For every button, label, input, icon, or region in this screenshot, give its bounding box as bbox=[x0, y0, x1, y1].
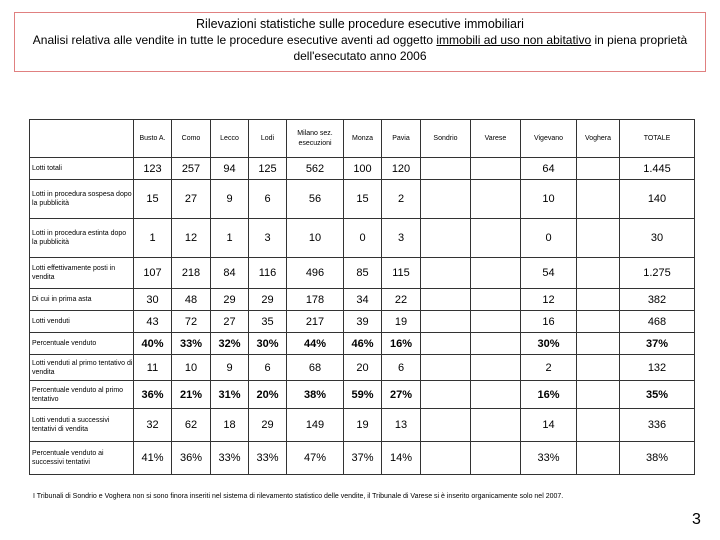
table-cell: 62 bbox=[172, 409, 211, 442]
table-cell: 33% bbox=[211, 442, 249, 475]
column-header: Monza bbox=[344, 120, 382, 158]
table-cell: 15 bbox=[134, 180, 172, 219]
table-cell: 44% bbox=[287, 333, 344, 355]
subtitle-text: Analisi relativa alle vendite in tutte le procedure esecutive aventi ad oggetto bbox=[32, 33, 437, 47]
table-cell: 27 bbox=[211, 311, 249, 333]
table-cell: 20% bbox=[249, 381, 287, 409]
table-cell: 115 bbox=[382, 258, 421, 289]
table-row bbox=[30, 355, 695, 381]
table-cell: 32% bbox=[211, 333, 249, 355]
table-cell bbox=[577, 333, 620, 355]
table-cell: 48 bbox=[172, 289, 211, 311]
table-cell: 16% bbox=[382, 333, 421, 355]
table-row bbox=[30, 180, 695, 219]
table-cell bbox=[577, 381, 620, 409]
table-cell bbox=[471, 311, 521, 333]
table-cell: 2 bbox=[382, 180, 421, 219]
table-cell bbox=[421, 333, 471, 355]
page-subtitle bbox=[15, 32, 705, 48]
table-cell bbox=[471, 180, 521, 219]
table-cell: 94 bbox=[211, 158, 249, 180]
table-cell: 20 bbox=[344, 355, 382, 381]
table-cell bbox=[471, 442, 521, 475]
table-cell bbox=[421, 381, 471, 409]
table-cell: 43 bbox=[134, 311, 172, 333]
table-cell: 16 bbox=[521, 311, 577, 333]
table-cell bbox=[577, 409, 620, 442]
table-cell: 21% bbox=[172, 381, 211, 409]
row-label: Percentuale venduto ai successivi tentativi bbox=[30, 442, 134, 475]
table-cell: 0 bbox=[521, 219, 577, 258]
table-cell: 123 bbox=[134, 158, 172, 180]
table-cell bbox=[421, 258, 471, 289]
row-label: Percentuale venduto al primo tentativo bbox=[30, 381, 134, 409]
table-cell: 29 bbox=[211, 289, 249, 311]
table-cell bbox=[471, 333, 521, 355]
table-cell bbox=[577, 219, 620, 258]
table-cell: 12 bbox=[172, 219, 211, 258]
page-number: 3 bbox=[692, 511, 701, 528]
table-cell bbox=[471, 289, 521, 311]
table-cell: 496 bbox=[287, 258, 344, 289]
table-cell: 85 bbox=[344, 258, 382, 289]
table-cell: 46% bbox=[344, 333, 382, 355]
column-header: Como bbox=[172, 120, 211, 158]
table-cell: 33% bbox=[172, 333, 211, 355]
table-cell: 32 bbox=[134, 409, 172, 442]
table-row bbox=[30, 219, 695, 258]
table-cell: 41% bbox=[134, 442, 172, 475]
table-cell: 562 bbox=[287, 158, 344, 180]
table-cell: 100 bbox=[344, 158, 382, 180]
column-header: Busto A. bbox=[134, 120, 172, 158]
table-cell: 35 bbox=[249, 311, 287, 333]
table-cell bbox=[471, 355, 521, 381]
table-cell bbox=[577, 311, 620, 333]
table-cell: 34 bbox=[344, 289, 382, 311]
table-cell: 33% bbox=[249, 442, 287, 475]
row-label: Lotti venduti bbox=[30, 311, 134, 333]
table-cell: 1.275 bbox=[620, 258, 695, 289]
table-cell: 120 bbox=[382, 158, 421, 180]
table-cell: 140 bbox=[620, 180, 695, 219]
subtitle-underlined: immobili ad uso non abitativo bbox=[436, 33, 592, 47]
row-label: Percentuale venduto bbox=[30, 333, 134, 355]
table-cell: 18 bbox=[211, 409, 249, 442]
table-cell: 149 bbox=[287, 409, 344, 442]
table-cell: 382 bbox=[620, 289, 695, 311]
table-cell: 336 bbox=[620, 409, 695, 442]
table-row bbox=[30, 333, 695, 355]
table-row bbox=[30, 289, 695, 311]
footnote: I Tribunali di Sondrio e Voghera non si sono finora inseriti nel sistema di rilevamento statistico delle vendite, il Tribunale di Varese si è inserito organicamente solo nel 2007. bbox=[33, 493, 564, 500]
table-row bbox=[30, 311, 695, 333]
row-label: Lotti venduti al primo tentativo di vendita bbox=[30, 355, 134, 381]
row-label: Lotti effettivamente posti in vendita bbox=[30, 258, 134, 289]
table-cell bbox=[577, 289, 620, 311]
table-cell: 29 bbox=[249, 409, 287, 442]
table-cell: 6 bbox=[382, 355, 421, 381]
table-cell: 33% bbox=[521, 442, 577, 475]
table-cell bbox=[421, 355, 471, 381]
table-cell: 37% bbox=[344, 442, 382, 475]
column-header: Lecco bbox=[211, 120, 249, 158]
table-cell bbox=[421, 289, 471, 311]
table-cell bbox=[421, 180, 471, 219]
table-cell: 36% bbox=[172, 442, 211, 475]
table-cell: 16% bbox=[521, 381, 577, 409]
table-cell bbox=[471, 381, 521, 409]
table-cell: 30% bbox=[249, 333, 287, 355]
column-header: Voghera bbox=[577, 120, 620, 158]
table-cell: 1 bbox=[211, 219, 249, 258]
table-cell: 27% bbox=[382, 381, 421, 409]
title-box bbox=[14, 12, 706, 72]
column-header: Varese bbox=[471, 120, 521, 158]
table-cell bbox=[421, 158, 471, 180]
table-cell: 19 bbox=[382, 311, 421, 333]
table-cell: 30 bbox=[620, 219, 695, 258]
column-header: Lodi bbox=[249, 120, 287, 158]
table-cell: 9 bbox=[211, 180, 249, 219]
table-row bbox=[30, 409, 695, 442]
table-cell: 56 bbox=[287, 180, 344, 219]
table-cell bbox=[577, 180, 620, 219]
table-cell: 29 bbox=[249, 289, 287, 311]
table-cell: 68 bbox=[287, 355, 344, 381]
column-header: Milano sez. esecuzioni bbox=[287, 120, 344, 158]
table-cell: 0 bbox=[344, 219, 382, 258]
table-cell: 1 bbox=[134, 219, 172, 258]
page-title: Rilevazioni statistiche sulle procedure esecutive immobiliari bbox=[196, 17, 524, 31]
table-cell: 15 bbox=[344, 180, 382, 219]
table-cell: 40% bbox=[134, 333, 172, 355]
statistics-table bbox=[29, 119, 695, 475]
table-cell: 11 bbox=[134, 355, 172, 381]
table-cell: 6 bbox=[249, 355, 287, 381]
table-cell: 116 bbox=[249, 258, 287, 289]
table-cell: 84 bbox=[211, 258, 249, 289]
table-cell: 38% bbox=[620, 442, 695, 475]
table-cell bbox=[471, 258, 521, 289]
row-label: Di cui in prima asta bbox=[30, 289, 134, 311]
table-body bbox=[30, 120, 695, 475]
table-cell bbox=[577, 355, 620, 381]
row-label: Lotti totali bbox=[30, 158, 134, 180]
page-subtitle-line2: dell'esecutato anno 2006 bbox=[293, 49, 427, 63]
table-cell: 38% bbox=[287, 381, 344, 409]
table-cell: 14% bbox=[382, 442, 421, 475]
table-cell: 10 bbox=[521, 180, 577, 219]
table-cell: 13 bbox=[382, 409, 421, 442]
table-row bbox=[30, 381, 695, 409]
table-cell bbox=[471, 219, 521, 258]
table-cell: 3 bbox=[249, 219, 287, 258]
table-cell: 36% bbox=[134, 381, 172, 409]
table-cell bbox=[577, 158, 620, 180]
table-cell bbox=[577, 442, 620, 475]
table-cell: 468 bbox=[620, 311, 695, 333]
table-cell: 218 bbox=[172, 258, 211, 289]
column-header: Pavia bbox=[382, 120, 421, 158]
table-cell: 10 bbox=[172, 355, 211, 381]
table-cell: 125 bbox=[249, 158, 287, 180]
column-header: Vigevano bbox=[521, 120, 577, 158]
row-label: Lotti in procedura sospesa dopo la pubblicità bbox=[30, 180, 134, 219]
table-cell: 132 bbox=[620, 355, 695, 381]
table-row bbox=[30, 258, 695, 289]
table-cell: 72 bbox=[172, 311, 211, 333]
table-cell: 217 bbox=[287, 311, 344, 333]
table-cell: 35% bbox=[620, 381, 695, 409]
column-header: Sondrio bbox=[421, 120, 471, 158]
table-cell: 9 bbox=[211, 355, 249, 381]
header-corner-cell bbox=[30, 120, 134, 158]
table-cell: 178 bbox=[287, 289, 344, 311]
table-cell: 22 bbox=[382, 289, 421, 311]
header-row bbox=[30, 120, 695, 158]
table-row bbox=[30, 442, 695, 475]
column-header: TOTALE bbox=[620, 120, 695, 158]
row-label: Lotti venduti a successivi tentativi di vendita bbox=[30, 409, 134, 442]
table-cell: 64 bbox=[521, 158, 577, 180]
table-cell: 47% bbox=[287, 442, 344, 475]
table-cell: 30% bbox=[521, 333, 577, 355]
table-cell: 2 bbox=[521, 355, 577, 381]
table-cell bbox=[421, 311, 471, 333]
table-cell: 3 bbox=[382, 219, 421, 258]
row-label: Lotti in procedura estinta dopo la pubblicità bbox=[30, 219, 134, 258]
table-cell bbox=[421, 219, 471, 258]
table-cell bbox=[421, 409, 471, 442]
table-cell bbox=[577, 258, 620, 289]
table-cell: 59% bbox=[344, 381, 382, 409]
table-cell: 12 bbox=[521, 289, 577, 311]
table-cell: 39 bbox=[344, 311, 382, 333]
subtitle-text-end: in piena proprietà bbox=[591, 33, 688, 47]
table-cell: 10 bbox=[287, 219, 344, 258]
table-cell: 6 bbox=[249, 180, 287, 219]
table-row bbox=[30, 158, 695, 180]
table-cell bbox=[471, 409, 521, 442]
table-cell: 14 bbox=[521, 409, 577, 442]
table-cell: 31% bbox=[211, 381, 249, 409]
table-cell: 37% bbox=[620, 333, 695, 355]
table-cell: 27 bbox=[172, 180, 211, 219]
table-cell: 257 bbox=[172, 158, 211, 180]
table-cell: 54 bbox=[521, 258, 577, 289]
table-cell: 19 bbox=[344, 409, 382, 442]
table-cell bbox=[471, 158, 521, 180]
table-cell bbox=[421, 442, 471, 475]
table-cell: 107 bbox=[134, 258, 172, 289]
table-cell: 1.445 bbox=[620, 158, 695, 180]
table-cell: 30 bbox=[134, 289, 172, 311]
